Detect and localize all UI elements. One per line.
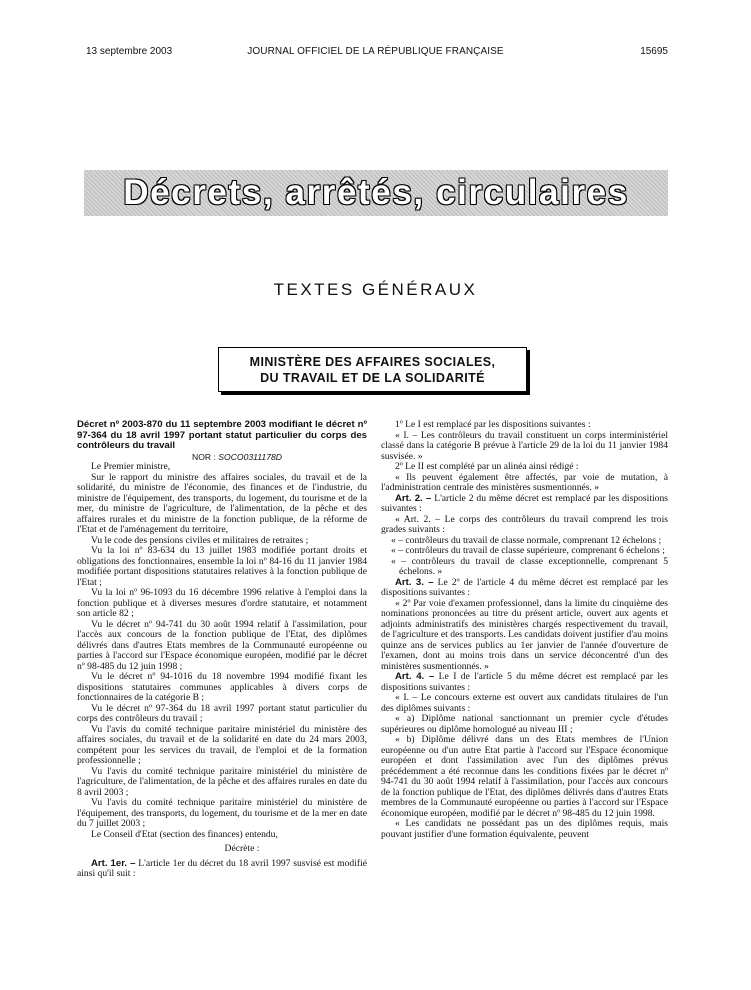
list-item: « – contrôleurs du travail de classe exceptionnelle, comprenant 5 échelons. » — [391, 555, 668, 577]
paragraph: Vu le décret nº 94-1016 du 18 novembre 1994 modifié fixant les dispositions statutaires communes applicables à divers corps de fonctionnaires de la catégorie B ; — [77, 671, 367, 703]
paragraph: Le Conseil d'Etat (section des finances) entendu, — [91, 828, 278, 840]
paragraph: Vu la loi nº 96-1093 du 16 décembre 1996 relative à l'emploi dans la fonction publique et à diverses mesures d'ordre statutaire, et notamment son article 82 ; — [77, 587, 367, 619]
paragraph: Vu la loi nº 83-634 du 13 juillet 1983 modifiée portant droits et obligations des fonctionnaires, ensemble la loi nº 84-16 du 11 janvier 1984 modifiée portant dispositions statutaires relatives à la fonction publique de l'Etat ; — [77, 545, 367, 588]
section-heading: TEXTES GÉNÉRAUX — [273, 280, 478, 299]
article-2-label: Art. 2. – — [395, 492, 432, 504]
paragraph: Vu le code des pensions civiles et militaires de retraites ; — [91, 534, 309, 546]
paragraph: « I. – Le concours externe est ouvert aux candidats titulaires de l'un des diplômes suivants : — [381, 692, 668, 714]
page-number: 15695 — [640, 46, 668, 57]
nor-value: SOCO0311178D — [218, 451, 282, 462]
paragraph: « b) Diplôme délivré dans un des Etats membres de l'Union européenne ou d'un autre Etat partie à l'accord sur l'Espace économique européen et dont l'assimilation avec l'un des diplômes prévus précédemment a été reconnue dans les conditions fixées par le décret nº 94-741 du 30 août 1994 relatif à l'assimilation, pour l'accès aux concours de la fonction publique de l'Etat, des diplômes délivrés dans d'autres Etats membres de la Communauté européenne ou parties à l'accord sur l'Espace économique européen, modifié par le décret nº 98-485 du 12 juin 1998. — [381, 734, 668, 819]
paragraph: 1º Le I est remplacé par les dispositions suivantes : — [395, 419, 591, 430]
article-1-label: Art. 1er. – — [91, 857, 136, 869]
list-item: « – contrôleurs du travail de classe normale, comprenant 12 échelons ; — [391, 534, 662, 546]
page-header — [0, 46, 751, 60]
article-1 — [77, 859, 367, 880]
paragraph: « Ils peuvent également être affectés, par voie de mutation, à l'administration centrale des ministères susmentionnés. » — [381, 471, 668, 493]
article-3 — [381, 578, 668, 599]
paragraph: « I. – Les contrôleurs du travail constituent un corps interministériel classé dans la catégorie B prévue à l'article 29 de la loi du 11 janvier 1984 susvisée. » — [381, 429, 668, 462]
left-column — [77, 420, 367, 880]
paragraph: 2º Le II est complété par un alinéa ainsi rédigé : — [395, 461, 579, 472]
banner-title: Décrets, arrêtés, circulaires — [123, 173, 629, 212]
right-column — [381, 420, 668, 840]
paragraph: « Les candidats ne possédant pas un des diplômes requis, mais pouvant justifier d'une formation équivalente, peuvent — [381, 818, 668, 840]
paragraph: Vu l'avis du comité technique paritaire ministériel du ministère de l'équipement, des transports, du logement, du tourisme et de la mer en date du 7 juillet 2003 ; — [77, 797, 367, 829]
paragraph: « a) Diplôme national sanctionnant un premier cycle d'études supérieures ou diplôme homologué au niveau III ; — [381, 713, 668, 735]
decree-title: Décret nº 2003-870 du 11 septembre 2003 modifiant le décret nº 97-364 du 18 avril 1997 portant statut particulier du corps des contrôleurs du travail — [77, 419, 367, 451]
paragraph: Vu l'avis du comité technique paritaire ministériel du ministère des affaires sociales, du travail et de la solidarité en date du 24 mars 2003, compétent pour les services du travail, de l'emploi et de la formation professionnelle ; — [77, 723, 367, 766]
article-1-text: L'article 1er du décret du 18 avril 1997 susvisé est modifié ainsi qu'il suit : — [77, 857, 367, 879]
article-2 — [381, 494, 668, 515]
article-2-text: L'article 2 du même décret est remplacé par les dispositions suivantes : — [381, 492, 668, 514]
nor-label: NOR : — [192, 451, 216, 462]
header-date: 13 septembre 2003 — [86, 46, 173, 57]
ministry-line-1: MINISTÈRE DES AFFAIRES SOCIALES, — [249, 355, 496, 369]
article-4 — [381, 672, 668, 693]
list-item: « – contrôleurs du travail de classe supérieure, comprenant 6 échelons ; — [391, 545, 665, 556]
paragraph: Vu l'avis du comité technique paritaire ministériel du ministère de l'agriculture, de l'alimentation, de la pêche et des affaires rurales en date du 8 avril 2003 ; — [77, 765, 367, 798]
article-4-text: Le I de l'article 5 du même décret est remplacé par les dispositions suivantes : — [381, 671, 668, 693]
journal-title: JOURNAL OFFICIEL DE LA RÉPUBLIQUE FRANÇAISE — [247, 46, 504, 57]
article-3-text: Le 2º de l'article 4 du même décret est remplacé par les dispositions suivantes : — [381, 576, 668, 598]
paragraph: « Art. 2. – Le corps des contrôleurs du travail comprend les trois grades suivants : — [381, 513, 668, 535]
paragraph: Vu le décret nº 94-741 du 30 août 1994 relatif à l'assimilation, pour l'accès aux concours de la fonction publique de l'Etat, des diplômes délivrés dans d'autres Etats membres de la Communauté européenne ou parties à l'accord sur l'Espace économique européen, modifié par le décret nº 98-485 du 12 juin 1998 ; — [77, 618, 367, 672]
section-banner — [84, 170, 668, 216]
paragraph: Vu le décret nº 97-364 du 18 avril 1997 portant statut particulier du corps des contrôleurs du travail ; — [77, 702, 367, 724]
decrete-line: Décrète : — [224, 843, 260, 854]
paragraph: « 2º Par voie d'examen professionnel, dans la limite du cinquième des nominations prononcées au titre du présent article, ouvert aux agents et adjoints administratifs des ministères chargés respectivement du travail, de l'agriculture et des transports. Les candidats doivent justifier d'au moins quinze ans de services publics au 1er janvier de l'année d'ouverture de l'examen, dont au moins trois dans un service déconcentré d'un des ministères susmentionnés. » — [381, 597, 668, 672]
paragraph: Le Premier ministre, — [91, 461, 171, 472]
ministry-box — [218, 347, 527, 392]
article-3-label: Art. 3. – — [395, 576, 434, 588]
article-4-label: Art. 4. – — [395, 671, 435, 682]
ministry-line-2: DU TRAVAIL ET DE LA SOLIDARITÉ — [260, 371, 485, 385]
paragraph: Sur le rapport du ministre des affaires sociales, du travail et de la solidarité, du ministre de l'économie, des finances et de l'industrie, du ministre de l'équipement, des transports, du logement, du tourisme et de la mer, du ministre de l'agriculture, de l'alimentation, de la pêche et des affaires rurales et du ministre de la fonction publique, de la réforme de l'Etat et de l'aménagement du territoire, — [77, 471, 367, 535]
